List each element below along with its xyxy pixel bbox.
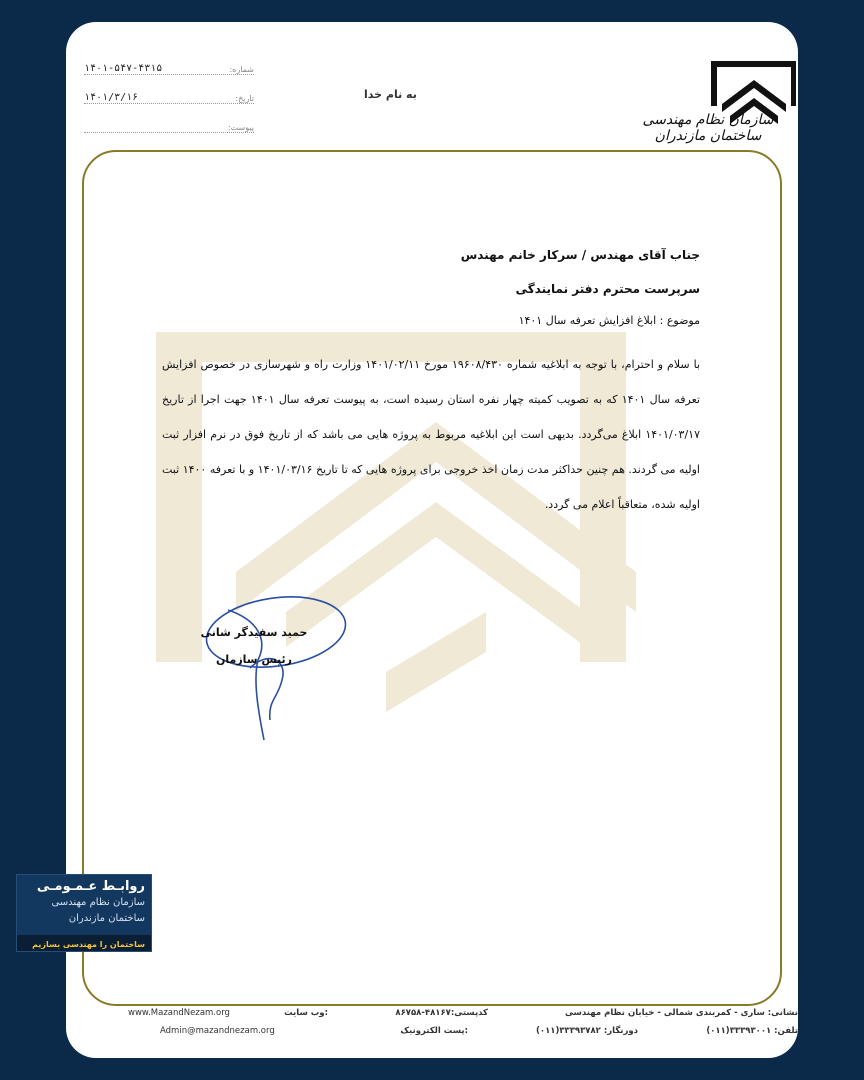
letter-paragraph: با سلام و احترام، با توجه به ابلاغیه شماره ۱۹۶۰۸/۴۳۰ مورخ ۱۴۰۱/۰۲/۱۱ وزارت راه و شهرسازی در خصوص افزایش تعرفه سال ۱۴۰۱ که به تصویب کمیته چهار نفره استان رسیده است، به پیوست تعرفه سال ۱۴۰۱ جهت اجرا از تاریخ ۱۴۰۱/۰۳/۱۷ ابلاغ می‌گردد. بدیهی است این ابلاغیه مربوط به پروژه هایی می باشد که از تاریخ فوق در نرم افزار ثبت اولیه می گردند. هم چنین حداکثر مدت زمان اخذ خروجی برای پروژه هایی که تا تاریخ ۱۴۰۱/۰۳/۱۶ و با تعرفه ۱۴۰۰ ثبت اولیه شده، متعاقباً اعلام می گردد. xyxy=(162,358,701,511)
number-label: شماره: xyxy=(229,65,254,74)
org-name: سازمان نظام مهندسی ساختمان مازندران xyxy=(642,112,774,144)
footer-website[interactable]: www.MazandNezam.org xyxy=(128,1008,230,1018)
bismillah: به نام خدا xyxy=(364,88,417,101)
footer-email-label: پست الکترونیک: xyxy=(400,1026,468,1036)
footer-address: نشانی: ساری - کمربندی شمالی - خیابان نظام مهندسی xyxy=(564,1008,798,1018)
letter-footer xyxy=(122,1004,798,1044)
signature-block xyxy=(194,626,314,680)
footer-fax: دورنگار: ۳۳۳۹۳۷۸۲(۰۱۱) xyxy=(536,1026,638,1036)
footer-email[interactable]: Admin@mazandnezam.org xyxy=(160,1026,275,1036)
number-row xyxy=(84,58,254,75)
attachment-row xyxy=(84,116,254,133)
date-row xyxy=(84,87,254,104)
public-relations-badge xyxy=(16,874,152,952)
date-value: ۱۴۰۱/۳/۱۶ xyxy=(84,92,139,103)
signatory-title: رئیس سازمان xyxy=(216,653,292,666)
badge-line3: ساختمان مازندران xyxy=(68,913,145,924)
addressee-line2: سرپرست محترم دفتر نمایندگی xyxy=(515,282,700,296)
date-label: تاریخ: xyxy=(235,94,254,103)
number-value: ۱۴۰۱-۵۴۷-۴۳۱۵ xyxy=(84,63,163,74)
letter-meta xyxy=(84,58,254,145)
footer-website-label: وب سایت: xyxy=(284,1008,328,1018)
letter-paper xyxy=(66,22,798,1058)
badge-slogan: ساختمان را مهندسی بسازیم xyxy=(32,940,145,949)
footer-phone: تلفن: ۳۳۳۹۳۰۰۱(۰۱۱) xyxy=(706,1026,798,1036)
badge-line1: روابـط عـمـومـی xyxy=(36,879,145,894)
addressee-line1: جناب آقای مهندس / سرکار خانم مهندس xyxy=(460,248,700,262)
subject-line: موضوع : ابلاغ افزایش تعرفه سال ۱۴۰۱ xyxy=(518,314,700,327)
signatory-name: حمید سفیدگر شانی xyxy=(200,626,308,639)
footer-postal: کدپستی:۴۸۱۶۷-۸۶۷۵۸ xyxy=(395,1008,488,1018)
badge-line2: سازمان نظام مهندسی xyxy=(51,897,145,908)
letter-body xyxy=(162,248,700,522)
attachment-label: پیوست: xyxy=(227,123,254,132)
